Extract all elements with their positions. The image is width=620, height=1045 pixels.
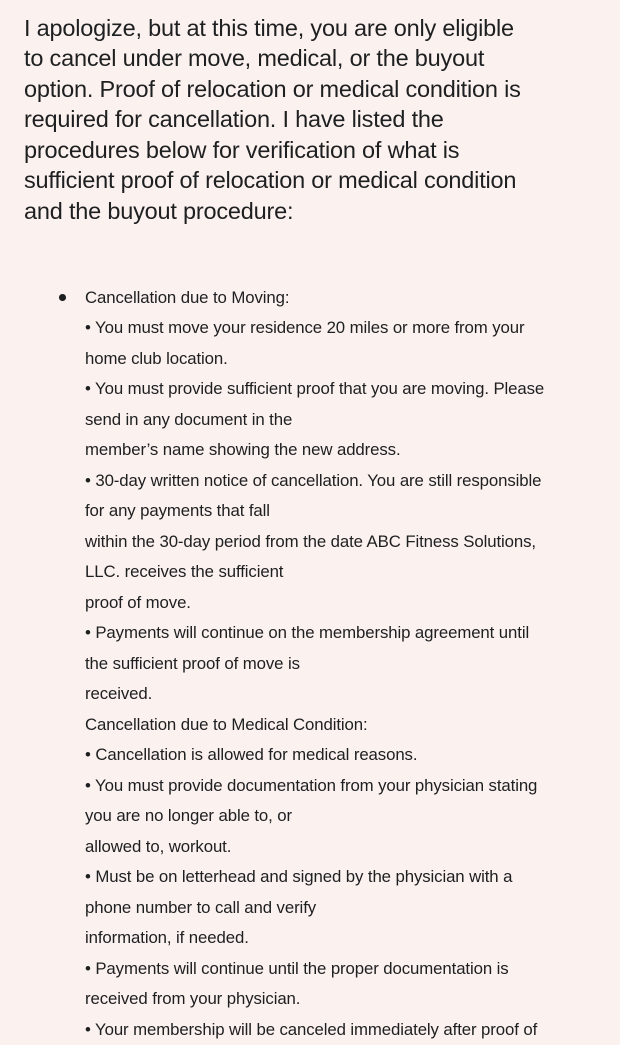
intro-line: to cancel under move, medical, or the buyout: [24, 43, 610, 74]
procedure-line: the sufficient proof of move is: [85, 649, 620, 680]
procedure-line: • You must provide sufficient proof that you are moving. Please: [85, 374, 620, 405]
procedure-line: Cancellation due to Moving:: [85, 283, 620, 314]
procedure-line: • Cancellation is allowed for medical reasons.: [85, 740, 620, 771]
intro-line: I apologize, but at this time, you are only eligible: [24, 13, 610, 44]
procedure-line: • Must be on letterhead and signed by the physician with a: [85, 862, 620, 893]
procedure-line: send in any document in the: [85, 405, 620, 436]
intro-line: and the buyout procedure:: [24, 196, 610, 227]
intro-line: required for cancellation. I have listed the: [24, 104, 610, 135]
procedure-line: allowed to, workout.: [85, 832, 620, 863]
procedure-line: • Payments will continue on the membership agreement until: [85, 618, 620, 649]
procedure-line: member’s name showing the new address.: [85, 435, 620, 466]
intro-line: procedures below for verification of what is: [24, 135, 610, 166]
list-bullet-icon: [59, 294, 66, 301]
intro-line: option. Proof of relocation or medical condition is: [24, 74, 610, 105]
procedures-list: [85, 283, 620, 1045]
procedure-line: received.: [85, 679, 620, 710]
procedure-line: • You must provide documentation from your physician stating: [85, 771, 620, 802]
procedure-line: LLC. receives the sufficient: [85, 557, 620, 588]
procedure-line: home club location.: [85, 344, 620, 375]
procedure-line: • Your membership will be canceled immediately after proof of: [85, 1015, 620, 1045]
procedure-line: phone number to call and verify: [85, 893, 620, 924]
procedure-line: for any payments that fall: [85, 496, 620, 527]
procedure-line: you are no longer able to, or: [85, 801, 620, 832]
procedure-line: information, if needed.: [85, 923, 620, 954]
procedure-line: • 30-day written notice of cancellation. You are still responsible: [85, 466, 620, 497]
procedure-line: within the 30-day period from the date ABC Fitness Solutions,: [85, 527, 620, 558]
procedure-line: • You must move your residence 20 miles or more from your: [85, 313, 620, 344]
intro-line: sufficient proof of relocation or medical condition: [24, 165, 610, 196]
procedure-line: received from your physician.: [85, 984, 620, 1015]
procedure-line: • Payments will continue until the proper documentation is: [85, 954, 620, 985]
procedure-line: Cancellation due to Medical Condition:: [85, 710, 620, 741]
intro-paragraph: [24, 13, 610, 227]
procedure-line: proof of move.: [85, 588, 620, 619]
